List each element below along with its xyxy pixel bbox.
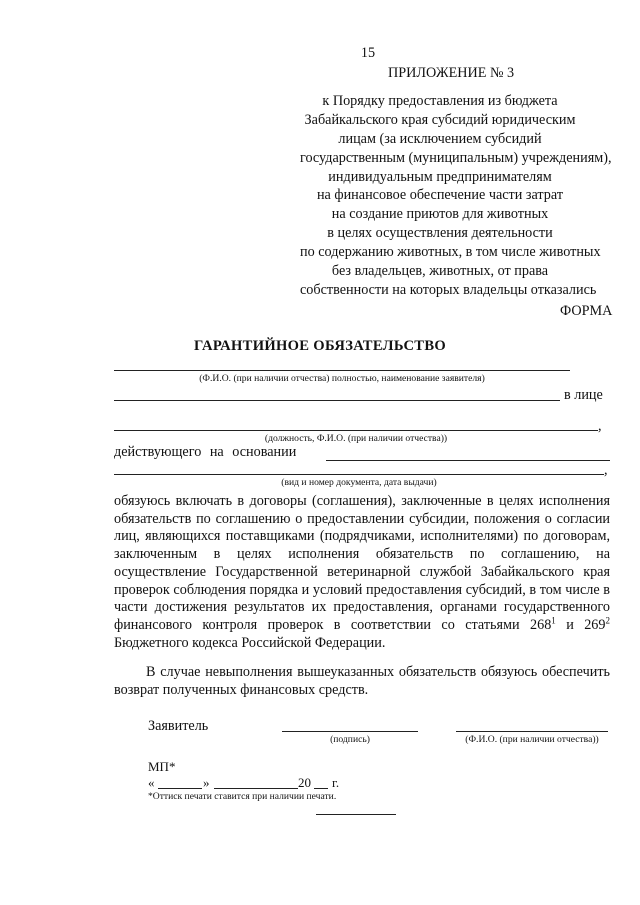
order-line: Забайкальского края субсидий юридическим [304,111,576,128]
signature-caption: (подпись) [330,734,370,745]
order-line: в целях осуществления деятельности [327,225,553,242]
order-line: лицам (за исключением субсидий [338,130,542,147]
order-line: индивидуальным предпринимателям [328,168,552,185]
appendix-title: ПРИЛОЖЕНИЕ № 3 [388,65,515,81]
body-text: и 269 [555,616,606,633]
in-person-label: в лице [564,387,603,403]
document-line[interactable] [114,474,604,475]
day-line[interactable] [158,788,202,789]
year-line[interactable] [314,788,328,789]
name-caption: (Ф.И.О. (при наличии отчества)) [465,734,599,745]
order-line: к Порядку предоставления из бюджета [322,93,558,109]
basis-line[interactable] [326,460,610,461]
month-line[interactable] [214,788,298,789]
comma-mark: , [604,462,608,478]
in-person-line[interactable] [114,400,560,401]
comma-mark: , [598,418,602,434]
article-footnote-1: 1 [551,615,556,626]
position-line[interactable] [114,430,598,431]
applicant-name-line[interactable] [114,370,570,371]
applicant-label: Заявитель [148,718,209,734]
order-line: без владельцев, животных, от права [331,263,549,280]
order-line: на создание приютов для животных [331,206,549,223]
body-text: обязуюсь включать в договоры (соглашения), заключенные в целях исполнения обязательств по соглашению о предоставлении субсидии, положения о согласии лиц, являющихся поставщиками (подрядчиками, исполнителями) по договорам, заключенным в целях исполнения обязательств по соглашению, на осуществление Государственной ветеринарной службой Забайкальского края проверок соблюдения порядка и условий предоставления субсидий, в том числе в части достижения результатов их предоставления, органами государственного финансового контроля проверок в соответствии со статьями 268 [114,493,610,633]
end-divider [316,814,396,815]
document-title: ГАРАНТИЙНОЕ ОБЯЗАТЕЛЬСТВО [194,338,446,354]
article-footnote-2: 2 [605,615,610,626]
date-open-quote: « [148,775,155,790]
signature-line[interactable] [282,731,418,732]
position-caption: (должность, Ф.И.О. (при наличии отчества)) [264,433,448,444]
refund-paragraph: В случае невыполнения вышеуказанных обязательств обязуюсь обеспечить возврат полученных финансовых средств. [114,664,610,698]
page-number: 15 [360,45,376,61]
order-line: по содержанию животных, в том числе животных [300,244,601,261]
stamp-footnote: *Оттиск печати ставится при наличии печати. [148,791,337,802]
year-suffix: г. [332,775,340,790]
order-line: государственным (муниципальным) учреждениям), [300,149,612,166]
order-line: собственности на которых владельцы отказались [300,281,597,298]
acting-basis-label: действующего на основании [114,444,297,460]
body-text: Бюджетного кодекса Российской Федерации. [114,634,386,651]
document-caption: (вид и номер документа, дата выдачи) [281,477,437,488]
date-close-quote: » [203,775,210,790]
stamp-label: МП* [148,759,176,774]
name-line[interactable] [456,731,608,732]
order-reference [300,92,612,300]
form-label: ФОРМА [560,303,613,319]
year-prefix: 20 [298,775,311,790]
obligation-paragraph [114,493,610,652]
order-line: на финансовое обеспечение части затрат [316,187,564,204]
applicant-caption: (Ф.И.О. (при наличии отчества) полностью, наименование заявителя) [199,373,485,384]
